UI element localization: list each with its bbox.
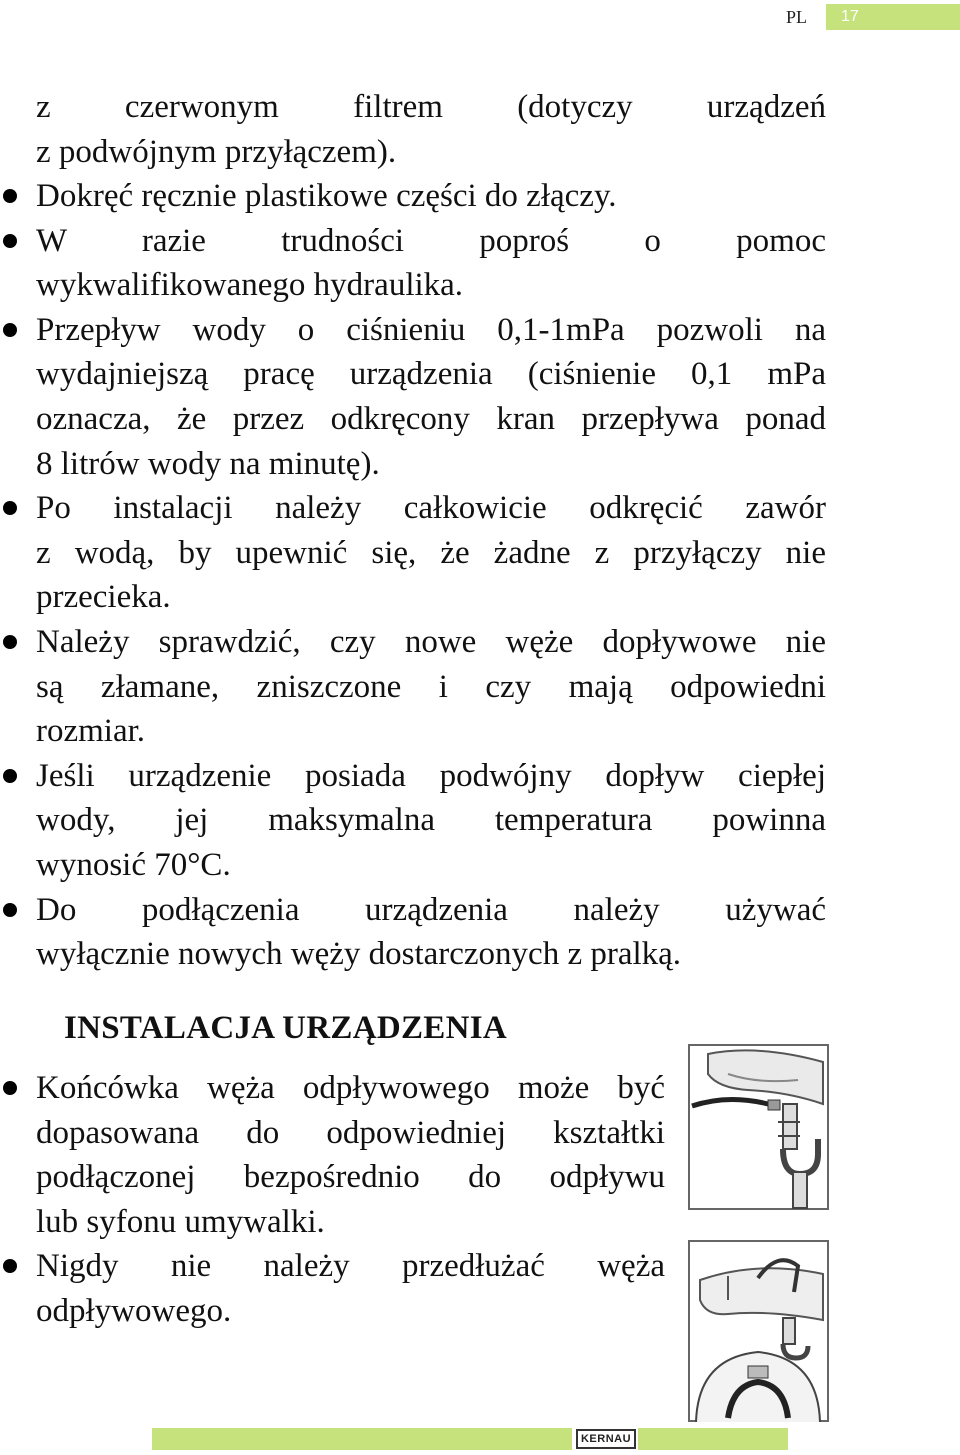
bullet-icon — [3, 903, 17, 917]
bullet-icon — [3, 234, 17, 248]
bullet-list-connections — [36, 174, 826, 977]
list-item — [36, 219, 826, 308]
text-line: Nigdy nie należy przedłużać węża — [36, 1248, 665, 1285]
drain-siphon-illustration — [688, 1044, 829, 1210]
list-item — [36, 1066, 665, 1244]
list-item — [36, 174, 826, 219]
bullet-icon — [3, 501, 17, 515]
text-line: wydajniejszą pracę urządzenia (ciśnienie 0,1 mPa — [36, 356, 826, 393]
text-line: podłączonej bezpośrednio do odpływu — [36, 1159, 665, 1196]
footer-bar-right — [638, 1428, 788, 1450]
list-item — [36, 1244, 665, 1333]
brand-logo: KERNAU — [576, 1429, 636, 1449]
text-line: wykwalifikowanego hydraulika. — [36, 267, 464, 304]
text-line: oznacza, że przez odkręcony kran przepływa ponad — [36, 400, 826, 437]
bullet-icon — [3, 323, 17, 337]
text-line: przecieka. — [36, 579, 171, 616]
text-line: wynosić 70°C. — [36, 846, 231, 883]
text-line: Przepływ wody o ciśnieniu 0,1-1mPa pozwoli na — [36, 311, 826, 348]
text-line: z czerwonym filtrem (dotyczy urządzeń — [36, 89, 826, 125]
text-line: rozmiar. — [36, 713, 146, 750]
text-line: dopasowana do odpowiedniej kształtki — [36, 1114, 665, 1151]
list-item — [36, 486, 826, 620]
footer-bar-left — [152, 1428, 572, 1450]
text-line: Po instalacji należy całkowicie odkręcić zawór — [36, 490, 826, 527]
bullet-icon — [3, 769, 17, 783]
text-line: Dokręć ręcznie plastikowe części do złączy. — [36, 178, 617, 214]
text-line: Jeśli urządzenie posiada podwójny dopływ ciepłej — [36, 757, 826, 794]
list-item — [36, 754, 826, 888]
bullet-list-installation — [36, 1066, 665, 1334]
text-line: są złamane, zniszczone i czy mają odpowiedni — [36, 668, 826, 705]
section-heading: INSTALACJA URZĄDZENIA — [64, 1010, 508, 1046]
text-line: wyłącznie nowych węży dostarczonych z pralką. — [36, 936, 682, 973]
text-line: W razie trudności poproś o pomoc — [36, 222, 826, 259]
text-line: z wodą, by upewnić się, że żadne z przyłączy nie — [36, 534, 826, 571]
text-line: Do podłączenia urządzenia należy używać — [36, 891, 826, 928]
drain-hose-sink-illustration — [688, 1240, 829, 1422]
bullet-icon — [3, 189, 17, 203]
page-number-badge: 17 — [826, 4, 960, 30]
list-item — [36, 888, 826, 977]
text-line: 8 litrów wody na minutę). — [36, 445, 380, 482]
text-line: z podwójnym przyłączem). — [36, 133, 397, 170]
text-line: odpływowego. — [36, 1292, 232, 1329]
header-language-label: PL — [786, 7, 808, 27]
list-item — [36, 620, 826, 754]
text-line: Należy sprawdzić, czy nowe węże dopływowe nie — [36, 623, 826, 660]
bullet-icon — [3, 635, 17, 649]
text-line: lub syfonu umywalki. — [36, 1203, 325, 1240]
text-line: wody, jej maksymalna temperatura powinna — [36, 802, 826, 839]
text-line: Końcówka węża odpływowego może być — [36, 1070, 665, 1106]
bullet-icon — [3, 1081, 17, 1095]
intro-paragraph — [36, 85, 826, 174]
list-item — [36, 308, 826, 486]
bullet-icon — [3, 1259, 17, 1273]
